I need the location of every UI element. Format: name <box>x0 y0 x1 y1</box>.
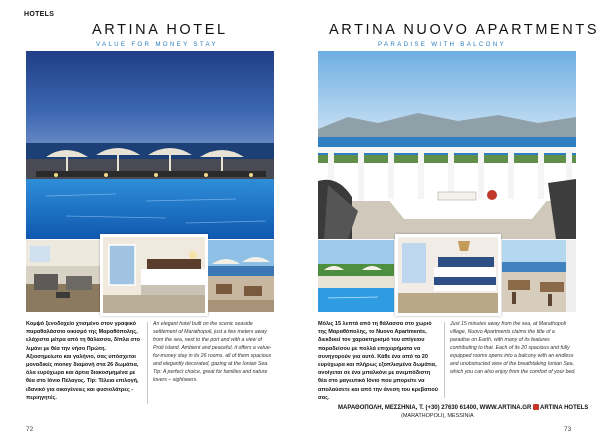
section-label: HOTELS <box>24 11 55 18</box>
apartment-bedroom-photo <box>395 234 501 316</box>
apartment-terrace-photo <box>502 240 576 312</box>
contact-line <box>338 404 588 411</box>
hotel-terrace-photo <box>208 240 274 312</box>
left-text-divider <box>147 322 148 404</box>
artina-logo-icon <box>533 404 539 410</box>
left-page-title: ARTINA HOTEL <box>92 22 228 38</box>
hotel-bedroom-photo <box>100 234 208 316</box>
left-page-number: 72 <box>26 426 34 433</box>
left-english-description: An elegant hotel built on the scenic seaside settlement of Marathopoli, just a few meters away from the sea, next to the port and with a view of Proti island. Ambient and peaceful, it offers a value-for-money stay in its 26 rooms, all of them spacious and elegantly decorated, gazing at the Ionian Sea. Tip: A perfect choice, great for families and nature lovers – sightseers. <box>153 321 272 383</box>
apartment-balcony-photo <box>318 51 576 239</box>
hotel-lobby-photo <box>26 240 100 312</box>
right-page-number: 73 <box>564 426 572 433</box>
contact-subline: (MARATHOPOLI), MESSINIA <box>401 413 474 419</box>
contact-address: ΜΑΡΑΘΟΠΟΛΗ, ΜΕΣΣΗΝΙΑ, Τ. (+30) 27630 61400, WWW.ARTINA.GR <box>338 405 532 411</box>
right-page-title: ARTINA NUOVO APARTMENTS <box>329 22 600 38</box>
hotel-pool-photo <box>26 51 274 239</box>
contact-brand: ARTINA HOTELS <box>539 405 589 411</box>
left-greek-description: Κομψό ξενοδοχείο χτισμένο στον γραφικό παραθαλάσσιο οικισμό της Μαραθόπολης, ελάχιστα μέτρα από τη θάλασσα, δίπλα στο λιμάνι με θέα την νήσο Πρώτη. Αξιοσημείωτο και γαλήνιο, σας υπόσχεται μοναδικές money διαμονή στα 26 δωμάτια, όλα ευρύχωρα και άρτια διακοσμημένα με θέα στο Ιόνιο Πέλαγος. Tip: Τέλεια επιλογή, ιδανικό για οικογένειες και φυσιολάτρες - περιηγητές. <box>26 321 140 401</box>
right-greek-description: Μόλις 15 λεπτά από τη θάλασσα στο χωριό της Μαραθόπολης, το Nuovo Apartments, διεκδικεί τον χαρακτηρισμό του απίγειου παραδείσου με πολλά επιχειρήματα να συνηγορούν για αυτό. Κάθε ένα από τα 20 ευρύχωρα και πλήρως εξοπλισμένα δωμάτια, ανοίγεται σε ένα μπαλκόνι με ανεμπόδιστη θέα στο μαγευτικό Ιόνιο που μπορείτε να απολαύσετε και από την άνεση του κρεβατιού σας. <box>318 321 438 401</box>
right-page-subtitle: PARADISE WITH BALCONY <box>378 41 506 48</box>
right-text-divider <box>444 322 445 398</box>
right-english-description: Just 15 minutes away from the sea, at Marathopoli village, Nuovo Apartments claims the title of a paradise on Earth, with many of its features contributing to that. Each of its 20 spacious and fully equipped rooms opens into a balcony with an endless and unobstructed view of the breathtaking Ionian Sea, which you can also enjoy from the comfort of your bed. <box>450 321 576 375</box>
left-page-subtitle: VALUE FOR MONEY STAY <box>96 41 218 48</box>
apartment-pool-photo <box>318 240 394 312</box>
